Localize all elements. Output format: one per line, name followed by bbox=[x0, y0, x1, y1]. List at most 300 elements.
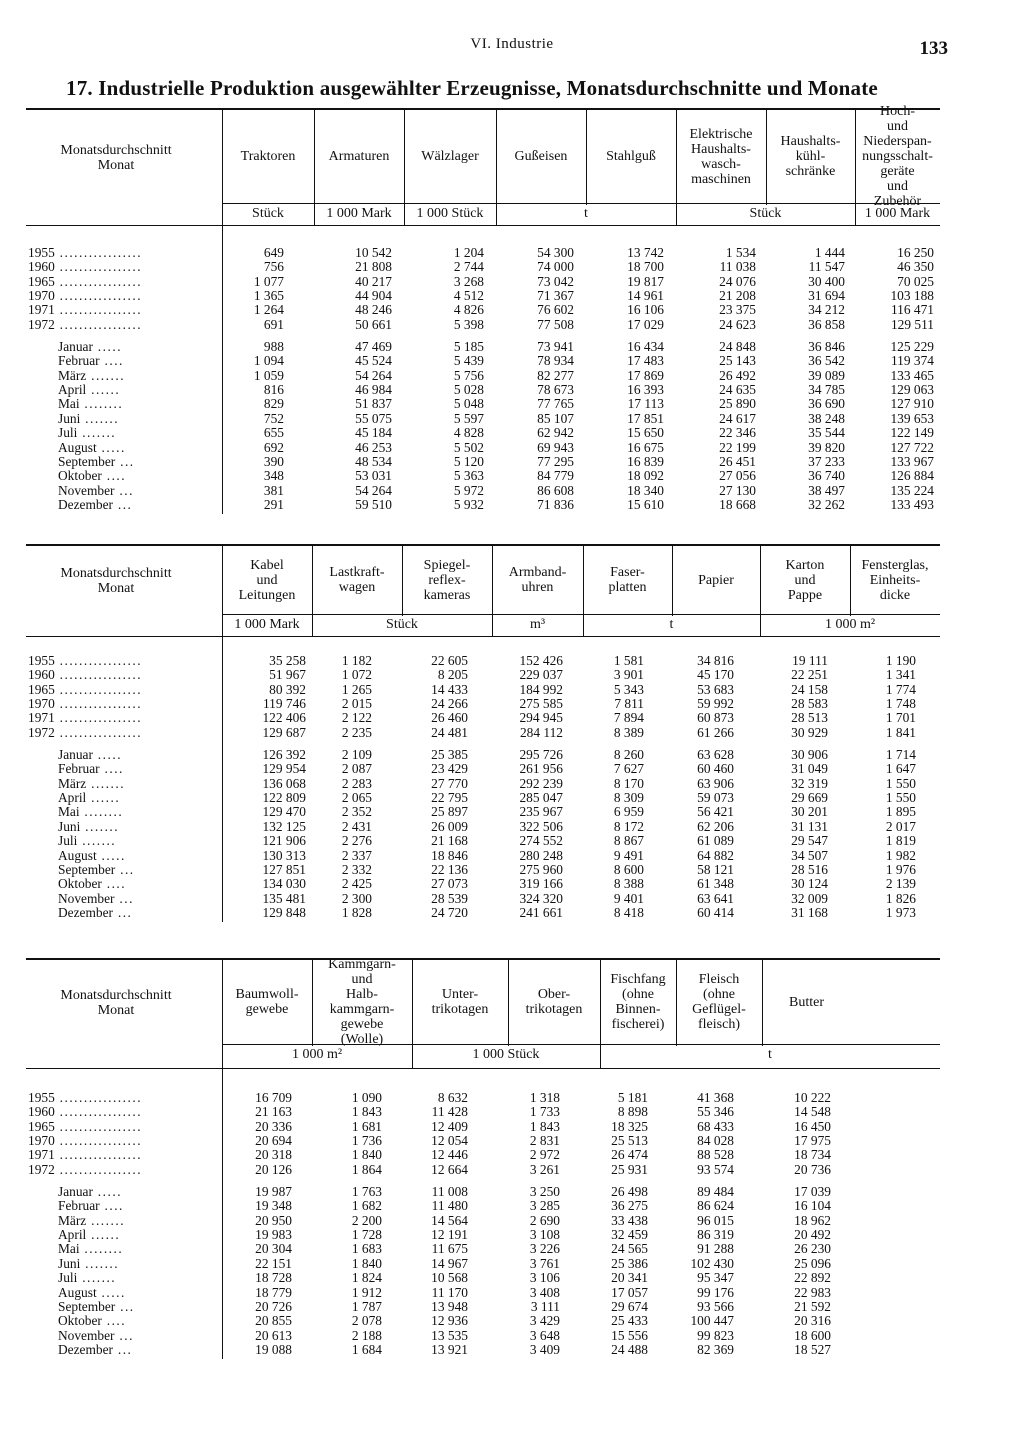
table-cell: 1 701 bbox=[885, 710, 916, 726]
table-cell: 12 446 bbox=[431, 1147, 468, 1163]
table-cell: 292 239 bbox=[519, 775, 563, 791]
table-cell: 63 906 bbox=[697, 775, 734, 791]
header-bottom-rule bbox=[26, 225, 940, 226]
table-cell: 1 787 bbox=[351, 1299, 382, 1314]
table-cell: 34 785 bbox=[808, 382, 845, 397]
table-cell: 11 428 bbox=[431, 1104, 468, 1120]
table-cell: 24 720 bbox=[431, 905, 468, 921]
table-cell: 5 756 bbox=[453, 367, 484, 383]
table-section-3 bbox=[26, 958, 940, 1398]
table-cell: 16 106 bbox=[627, 302, 664, 318]
table-cell: 20 492 bbox=[794, 1227, 831, 1242]
table-cell: 130 313 bbox=[262, 847, 306, 863]
table-cell: 1 365 bbox=[253, 287, 284, 303]
table-cell: 18 779 bbox=[255, 1284, 292, 1300]
row-label bbox=[58, 455, 135, 469]
column-header: Faser- platten bbox=[608, 565, 647, 595]
row-label bbox=[58, 1242, 123, 1256]
table-cell: 18 668 bbox=[719, 497, 756, 513]
table-cell: 62 206 bbox=[697, 818, 734, 834]
table-cell: 1 341 bbox=[885, 667, 916, 683]
month-row bbox=[26, 834, 940, 848]
table-cell: 2 352 bbox=[341, 804, 372, 820]
row-label-text: Januar bbox=[58, 746, 93, 762]
table-cell: 8 632 bbox=[437, 1090, 468, 1105]
row-label bbox=[58, 849, 126, 863]
table-cell: 16 450 bbox=[794, 1118, 831, 1134]
table-cell: 25 143 bbox=[719, 353, 756, 369]
table-cell: 27 770 bbox=[431, 775, 468, 791]
row-label bbox=[28, 289, 142, 303]
table-cell: 26 474 bbox=[611, 1147, 648, 1163]
table-cell: 294 945 bbox=[519, 710, 563, 726]
leader-dots: ....... bbox=[86, 775, 126, 791]
table-cell: 1 840 bbox=[351, 1255, 382, 1271]
table-cell: 12 409 bbox=[431, 1118, 468, 1134]
row-label-text: November bbox=[58, 890, 115, 906]
table-cell: 22 983 bbox=[794, 1284, 831, 1300]
table-cell: 18 700 bbox=[627, 259, 664, 275]
row-label-text: September bbox=[58, 862, 116, 877]
table-cell: 19 983 bbox=[255, 1227, 292, 1242]
column-header: Karton und Pappe bbox=[785, 557, 825, 603]
leader-dots: ...... bbox=[86, 790, 121, 805]
table-cell: 82 277 bbox=[537, 367, 574, 383]
table-cell: 10 568 bbox=[431, 1270, 468, 1286]
month-row bbox=[26, 762, 940, 776]
leader-dots: ....... bbox=[80, 818, 120, 834]
column-header: Ober- trikotagen bbox=[525, 987, 583, 1017]
row-label-text: 1972 bbox=[28, 724, 55, 740]
unit-label: t bbox=[768, 1047, 772, 1062]
table-cell: 19 817 bbox=[627, 273, 664, 289]
table-cell: 1 090 bbox=[351, 1090, 382, 1105]
row-label bbox=[28, 1105, 142, 1119]
table-cell: 1 973 bbox=[885, 905, 916, 921]
table-cell: 14 564 bbox=[431, 1212, 468, 1228]
table-cell: 756 bbox=[263, 259, 284, 275]
leader-dots: ................. bbox=[54, 710, 143, 726]
table-cell: 80 392 bbox=[269, 681, 306, 697]
table-cell: 70 025 bbox=[897, 273, 934, 289]
column-divider bbox=[402, 546, 403, 616]
table-cell: 21 208 bbox=[719, 287, 756, 303]
column-header: Wälzlager bbox=[421, 149, 479, 164]
row-label-text: Februar bbox=[58, 1198, 100, 1214]
unit-label: 1 000 m² bbox=[291, 1047, 343, 1062]
month-row bbox=[26, 397, 940, 411]
leader-dots: ................. bbox=[54, 681, 143, 697]
row-label bbox=[58, 863, 135, 877]
table-cell: 655 bbox=[263, 425, 284, 441]
table-cell: 20 694 bbox=[255, 1132, 292, 1148]
table-cell: 86 624 bbox=[697, 1198, 734, 1214]
table-cell: 5 343 bbox=[613, 681, 644, 697]
row-label-text: Juli bbox=[58, 1270, 78, 1286]
stub-header-line: Monat bbox=[97, 157, 135, 173]
table-cell: 1 444 bbox=[814, 245, 845, 260]
table-cell: 3 261 bbox=[529, 1161, 560, 1177]
month-row bbox=[26, 892, 940, 906]
table-cell: 5 028 bbox=[453, 382, 484, 397]
table-cell: 261 956 bbox=[519, 761, 563, 777]
table-cell: 127 851 bbox=[262, 862, 306, 877]
column-divider bbox=[496, 110, 497, 205]
table-cell: 25 433 bbox=[611, 1313, 648, 1329]
row-label-text: 1955 bbox=[28, 1090, 55, 1105]
table-cell: 18 600 bbox=[794, 1327, 831, 1343]
table-cell: 1 976 bbox=[885, 862, 916, 877]
leader-dots: ..... bbox=[96, 439, 126, 455]
table-cell: 30 400 bbox=[808, 273, 845, 289]
leader-dots: ................. bbox=[54, 1147, 143, 1163]
table-cell: 1 843 bbox=[351, 1104, 382, 1120]
table-cell: 19 111 bbox=[792, 653, 828, 668]
table-cell: 2 300 bbox=[341, 890, 372, 906]
row-label bbox=[58, 498, 132, 512]
table-cell: 14 961 bbox=[627, 287, 664, 303]
row-label-text: 1972 bbox=[28, 1161, 55, 1177]
year-row bbox=[26, 1148, 940, 1162]
table-cell: 36 740 bbox=[808, 468, 845, 484]
table-cell: 27 073 bbox=[431, 876, 468, 892]
leader-dots: ................. bbox=[54, 259, 143, 275]
row-label bbox=[58, 412, 119, 426]
table-cell: 19 088 bbox=[255, 1342, 292, 1358]
row-label-text: Juni bbox=[58, 818, 81, 834]
table-cell: 19 987 bbox=[255, 1183, 292, 1199]
table-cell: 133 465 bbox=[890, 367, 934, 383]
row-label-text: Juli bbox=[58, 833, 78, 849]
leader-dots: ........ bbox=[79, 396, 124, 412]
table-cell: 16 675 bbox=[627, 439, 664, 455]
row-label bbox=[28, 726, 142, 740]
table-cell: 3 408 bbox=[529, 1284, 560, 1300]
table-cell: 1 728 bbox=[351, 1227, 382, 1242]
year-row bbox=[26, 318, 940, 332]
table-cell: 4 828 bbox=[453, 425, 484, 441]
table-cell: 32 319 bbox=[791, 775, 828, 791]
leader-dots: ... bbox=[113, 1342, 133, 1358]
column-divider bbox=[672, 546, 673, 616]
table-cell: 2 337 bbox=[341, 847, 372, 863]
table-cell: 63 628 bbox=[697, 746, 734, 762]
table-cell: 29 669 bbox=[791, 790, 828, 805]
table-cell: 127 910 bbox=[890, 396, 934, 412]
table-cell: 38 497 bbox=[808, 482, 845, 498]
table-cell: 8 418 bbox=[613, 905, 644, 921]
table-cell: 129 063 bbox=[890, 382, 934, 397]
row-label bbox=[58, 340, 122, 354]
leader-dots: ................. bbox=[54, 273, 143, 289]
leader-dots: ... bbox=[115, 862, 135, 877]
table-cell: 752 bbox=[263, 410, 284, 426]
table-cell: 1 581 bbox=[613, 653, 644, 668]
table-cell: 381 bbox=[263, 482, 284, 498]
month-row bbox=[26, 805, 940, 819]
table-cell: 122 149 bbox=[890, 425, 934, 441]
table-cell: 8 170 bbox=[613, 775, 644, 791]
row-label-text: März bbox=[58, 367, 87, 383]
unit-label: Stück bbox=[252, 206, 284, 221]
table-cell: 60 414 bbox=[697, 905, 734, 921]
month-row bbox=[26, 1199, 940, 1213]
table-cell: 25 931 bbox=[611, 1161, 648, 1177]
table-cell: 16 250 bbox=[897, 245, 934, 260]
month-row bbox=[26, 369, 940, 383]
table-cell: 1 714 bbox=[885, 746, 916, 762]
table-cell: 2 078 bbox=[351, 1313, 382, 1329]
stub-header-line: Monatsdurchschnitt bbox=[60, 988, 172, 1003]
table-cell: 17 975 bbox=[794, 1132, 831, 1148]
table-cell: 11 170 bbox=[431, 1284, 468, 1300]
row-label bbox=[28, 1120, 142, 1134]
table-cell: 21 163 bbox=[255, 1104, 292, 1120]
column-divider bbox=[412, 960, 413, 1046]
table-cell: 54 300 bbox=[537, 245, 574, 260]
row-label bbox=[58, 777, 125, 791]
unit-label: 1 000 m² bbox=[824, 617, 876, 632]
page-number: 133 bbox=[919, 38, 948, 59]
leader-dots: ... bbox=[113, 497, 133, 513]
table-cell: 20 736 bbox=[794, 1161, 831, 1177]
table-cell: 27 130 bbox=[719, 482, 756, 498]
column-divider bbox=[312, 960, 313, 1046]
row-label-text: Oktober bbox=[58, 468, 102, 484]
table-cell: 3 108 bbox=[529, 1227, 560, 1242]
table-cell: 55 075 bbox=[355, 410, 392, 426]
table-cell: 24 488 bbox=[611, 1342, 648, 1358]
column-divider bbox=[855, 110, 856, 205]
table-cell: 17 057 bbox=[611, 1284, 648, 1300]
row-label-text: August bbox=[58, 847, 97, 863]
month-row bbox=[26, 863, 940, 877]
table-cell: 3 901 bbox=[613, 667, 644, 683]
table-title: 17. Industrielle Produktion ausgewählter Erzeugnisse, Monatsdurchschnitte und Monate bbox=[66, 76, 878, 100]
table-cell: 126 884 bbox=[890, 468, 934, 484]
row-label bbox=[58, 1257, 119, 1271]
year-row bbox=[26, 289, 940, 303]
month-row bbox=[26, 1257, 940, 1271]
year-row bbox=[26, 1134, 940, 1148]
column-header: Fischfang (ohne Binnen- fischerei) bbox=[610, 972, 666, 1032]
table-cell: 8 205 bbox=[437, 667, 468, 683]
table-cell: 5 597 bbox=[453, 410, 484, 426]
table-cell: 1 077 bbox=[253, 273, 284, 289]
table-cell: 20 126 bbox=[255, 1161, 292, 1177]
row-label bbox=[58, 397, 123, 411]
stub-header bbox=[26, 962, 206, 1044]
table-cell: 2 200 bbox=[351, 1212, 382, 1228]
month-row bbox=[26, 906, 940, 920]
table-cell: 14 433 bbox=[431, 681, 468, 697]
table-cell: 1 318 bbox=[529, 1090, 560, 1105]
month-row bbox=[26, 426, 940, 440]
table-cell: 89 484 bbox=[697, 1183, 734, 1199]
table-section-2 bbox=[26, 544, 940, 966]
table-cell: 55 346 bbox=[697, 1104, 734, 1120]
table-cell: 18 092 bbox=[627, 468, 664, 484]
table-cell: 31 131 bbox=[791, 818, 828, 834]
table-cell: 691 bbox=[263, 316, 284, 332]
table-cell: 26 460 bbox=[431, 710, 468, 726]
row-label-text: 1970 bbox=[28, 1132, 55, 1148]
table-cell: 2 139 bbox=[885, 876, 916, 892]
table-cell: 59 510 bbox=[355, 497, 392, 513]
year-row bbox=[26, 1091, 940, 1105]
table-cell: 5 363 bbox=[453, 468, 484, 484]
table-cell: 5 181 bbox=[617, 1090, 648, 1105]
unit-label: 1 000 Mark bbox=[326, 206, 392, 221]
table-cell: 2 065 bbox=[341, 790, 372, 805]
table-cell: 28 513 bbox=[791, 710, 828, 726]
table-cell: 35 258 bbox=[269, 653, 306, 668]
table-cell: 126 392 bbox=[262, 746, 306, 762]
table-cell: 84 028 bbox=[697, 1132, 734, 1148]
table-cell: 16 104 bbox=[794, 1198, 831, 1214]
table-cell: 22 136 bbox=[431, 862, 468, 877]
table-cell: 32 262 bbox=[808, 497, 845, 513]
table-cell: 18 734 bbox=[794, 1147, 831, 1163]
table-cell: 14 967 bbox=[431, 1255, 468, 1271]
table-cell: 1 265 bbox=[341, 681, 372, 697]
table-cell: 26 009 bbox=[431, 818, 468, 834]
row-label-text: 1955 bbox=[28, 653, 55, 668]
row-label bbox=[58, 1343, 132, 1357]
stub-header-line: Monatsdurchschnitt bbox=[60, 566, 172, 581]
table-cell: 7 894 bbox=[613, 710, 644, 726]
year-row bbox=[26, 275, 940, 289]
stub-header-line: Monat bbox=[97, 1003, 135, 1018]
leader-dots: ................. bbox=[54, 245, 143, 260]
table-cell: 17 483 bbox=[627, 353, 664, 369]
table-cell: 135 224 bbox=[890, 482, 934, 498]
table-cell: 16 709 bbox=[255, 1090, 292, 1105]
table-cell: 5 502 bbox=[453, 439, 484, 455]
leader-dots: ................. bbox=[54, 695, 143, 711]
leader-dots: ................. bbox=[54, 1104, 143, 1120]
table-cell: 22 199 bbox=[719, 439, 756, 455]
table-cell: 1 190 bbox=[885, 653, 916, 668]
table-cell: 100 447 bbox=[690, 1313, 734, 1329]
table-cell: 2 017 bbox=[885, 818, 916, 834]
table-cell: 4 512 bbox=[453, 287, 484, 303]
row-label bbox=[58, 877, 126, 891]
row-label bbox=[58, 1271, 116, 1285]
table-cell: 12 191 bbox=[431, 1227, 468, 1242]
unit-label: 1 000 Stück bbox=[472, 1047, 540, 1062]
table-cell: 1 895 bbox=[885, 804, 916, 820]
table-cell: 24 848 bbox=[719, 338, 756, 354]
table-cell: 69 943 bbox=[537, 439, 574, 455]
leader-dots: ... bbox=[115, 1299, 135, 1314]
row-label bbox=[58, 748, 122, 762]
leader-dots: ....... bbox=[86, 367, 126, 383]
table-cell: 48 534 bbox=[355, 454, 392, 469]
table-cell: 3 106 bbox=[529, 1270, 560, 1286]
table-cell: 15 556 bbox=[611, 1327, 648, 1343]
row-label-text: April bbox=[58, 790, 87, 805]
table-cell: 1 264 bbox=[253, 302, 284, 318]
table-cell: 1 534 bbox=[725, 245, 756, 260]
table-cell: 25 890 bbox=[719, 396, 756, 412]
table-cell: 1 840 bbox=[351, 1147, 382, 1163]
table-cell: 129 848 bbox=[262, 905, 306, 921]
table-cell: 86 319 bbox=[697, 1227, 734, 1242]
table-cell: 3 429 bbox=[529, 1313, 560, 1329]
row-label bbox=[58, 354, 124, 368]
table-cell: 348 bbox=[263, 468, 284, 484]
column-header: Fensterglas, Einheits- dicke bbox=[861, 557, 929, 603]
table-cell: 1 864 bbox=[351, 1161, 382, 1177]
row-label-text: September bbox=[58, 454, 116, 469]
table-cell: 85 107 bbox=[537, 410, 574, 426]
row-label bbox=[58, 484, 134, 498]
leader-dots: .... bbox=[101, 468, 127, 484]
table-cell: 988 bbox=[263, 338, 284, 354]
table-cell: 24 076 bbox=[719, 273, 756, 289]
leader-dots: ..... bbox=[96, 847, 126, 863]
table-cell: 1 774 bbox=[885, 681, 916, 697]
table-cell: 133 967 bbox=[890, 454, 934, 469]
column-divider bbox=[586, 110, 587, 205]
table-cell: 20 950 bbox=[255, 1212, 292, 1228]
table-cell: 30 906 bbox=[791, 746, 828, 762]
column-divider bbox=[600, 960, 601, 1046]
year-row bbox=[26, 654, 940, 668]
row-label-text: 1971 bbox=[28, 710, 55, 726]
table-cell: 1 647 bbox=[885, 761, 916, 777]
row-label-text: Mai bbox=[58, 1241, 80, 1257]
table-cell: 27 056 bbox=[719, 468, 756, 484]
table-cell: 31 049 bbox=[791, 761, 828, 777]
table-cell: 3 761 bbox=[529, 1255, 560, 1271]
row-label-text: April bbox=[58, 382, 87, 397]
table-cell: 17 851 bbox=[627, 410, 664, 426]
table-cell: 1 684 bbox=[351, 1342, 382, 1358]
row-label-text: Juni bbox=[58, 1255, 81, 1271]
table-cell: 14 548 bbox=[794, 1104, 831, 1120]
table-cell: 22 346 bbox=[719, 425, 756, 441]
table-cell: 8 898 bbox=[617, 1104, 648, 1120]
leader-dots: ..... bbox=[92, 338, 123, 354]
table-cell: 324 320 bbox=[519, 890, 563, 906]
month-row bbox=[26, 877, 940, 891]
leader-dots: ................. bbox=[54, 653, 143, 668]
table-cell: 73 941 bbox=[537, 338, 574, 354]
table-cell: 23 375 bbox=[719, 302, 756, 318]
leader-dots: ..... bbox=[92, 746, 123, 762]
unit-row-top-rule bbox=[222, 203, 940, 204]
table-cell: 1 204 bbox=[453, 245, 484, 260]
unit-label: m³ bbox=[529, 617, 546, 632]
row-label-text: 1971 bbox=[28, 1147, 55, 1163]
row-label-text: Juni bbox=[58, 410, 81, 426]
table-cell: 5 185 bbox=[453, 338, 484, 354]
row-label bbox=[58, 1329, 134, 1343]
table-cell: 44 904 bbox=[355, 287, 392, 303]
table-cell: 88 528 bbox=[697, 1147, 734, 1163]
table-cell: 36 542 bbox=[808, 353, 845, 369]
unit-label: Stück bbox=[749, 206, 782, 221]
table-cell: 2 235 bbox=[341, 724, 372, 740]
table-cell: 26 451 bbox=[719, 454, 756, 469]
table-cell: 1 736 bbox=[351, 1132, 382, 1148]
table-cell: 5 439 bbox=[453, 353, 484, 369]
row-label bbox=[58, 426, 116, 440]
table-cell: 22 605 bbox=[431, 653, 468, 668]
table-cell: 78 934 bbox=[537, 353, 574, 369]
